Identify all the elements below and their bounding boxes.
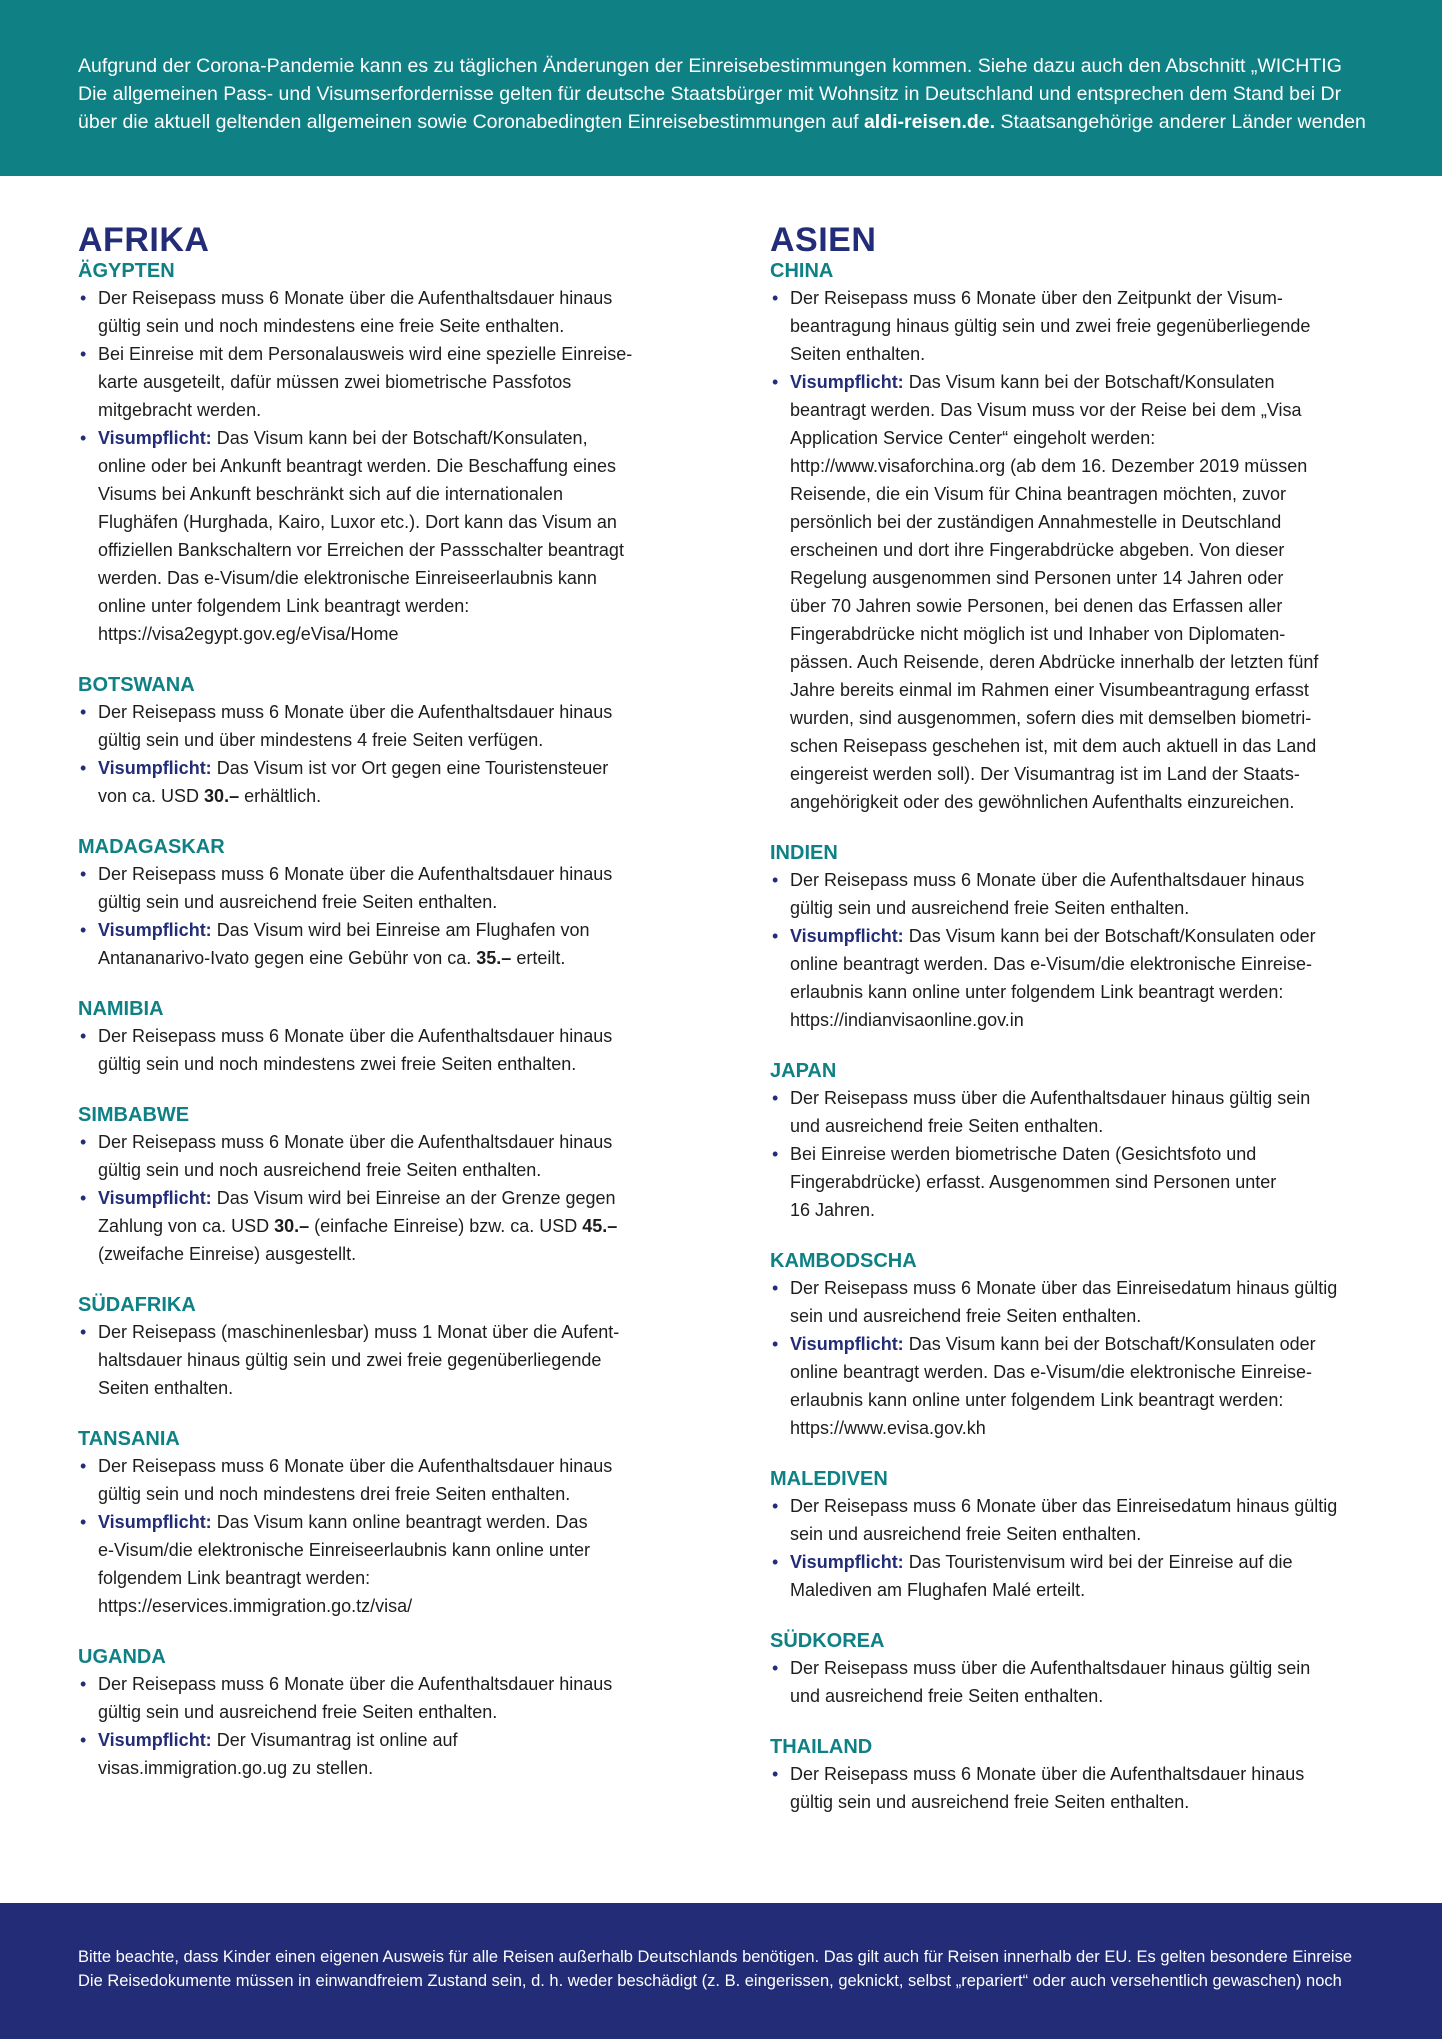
list-item <box>78 754 678 810</box>
bullet-line: schen Reisepass geschehen ist, mit dem auch aktuell in das Land <box>790 736 1317 756</box>
visa-requirement-label: Visumpflicht: <box>790 1552 904 1572</box>
visa-requirement-label: Visumpflicht: <box>790 372 904 392</box>
bullet-line: mitgebracht werden. <box>98 400 262 420</box>
fee-amount: 35.– <box>476 948 512 968</box>
bullet-line <box>98 1212 678 1240</box>
bullet-line: haltsdauer hinaus gültig sein und zwei freie gegenüberliegende <box>98 1350 602 1370</box>
visa-requirement-label: Visumpflicht: <box>98 758 212 778</box>
country-heading-simbabwe: SIMBABWE <box>78 1104 190 1126</box>
bullet-list <box>770 1760 1380 1816</box>
bullet-line: 16 Jahren. <box>790 1200 876 1220</box>
notice-line-1: Aufgrund der Corona-Pandemie kann es zu täglichen Änderungen der Einreisebestimmungen kommen. Siehe dazu auch den Abschnitt „WICHTIG <box>78 55 1342 77</box>
bullet-text: Der Visumantrag ist online auf <box>211 1730 458 1750</box>
visa-requirement-label: Visumpflicht: <box>98 1188 212 1208</box>
list-item <box>78 1508 678 1620</box>
bullet-line: pässen. Auch Reisende, deren Abdrücke innerhalb der letzten fünf <box>790 652 1319 672</box>
visa-requirement-label: Visumpflicht: <box>98 1512 212 1532</box>
bullet-list <box>78 1022 678 1078</box>
bullet-line: • Der Reisepass muss 6 Monate über die Aufenthaltsdauer hinaus <box>98 702 613 722</box>
bullet-line: • Der Reisepass (maschinenlesbar) muss 1 Monat über die Aufent- <box>98 1322 620 1342</box>
bullet-line: Flughäfen (Hurghada, Kairo, Luxor etc.). Dort kann das Visum an <box>98 512 617 532</box>
bullet-text: Das Visum wird bei Einreise an der Grenze gegen <box>211 1188 616 1208</box>
bullet-line: persönlich bei der zuständigen Annahmestelle in Deutschland <box>790 512 1282 532</box>
bullet-line: online beantragt werden. Das e-Visum/die elektronische Einreise- <box>790 1362 1312 1382</box>
bullet-list <box>770 1274 1380 1442</box>
bullet-line: erlaubnis kann online unter folgendem Link beantragt werden: <box>790 982 1284 1002</box>
bullet-list <box>78 284 678 648</box>
url-link[interactable]: https://www.evisa.gov.kh <box>790 1418 986 1438</box>
bullet-text: Das Visum wird bei Einreise am Flughafen von <box>211 920 590 940</box>
country-heading-ägypten: ÄGYPTEN <box>78 260 175 282</box>
bullet-line: erscheinen und dort ihre Fingerabdrücke abgeben. Von dieser <box>790 540 1285 560</box>
bullet-line: Seiten enthalten. <box>98 1378 234 1398</box>
url-link[interactable]: https://eservices.immigration.go.tz/visa/ <box>98 1596 413 1616</box>
list-item <box>78 1452 678 1508</box>
bullet-line: offiziellen Bankschaltern vor Erreichen der Passschalter beantragt <box>98 540 624 560</box>
list-item <box>78 916 678 972</box>
bullet-line: • Der Reisepass muss 6 Monate über die Aufenthaltsdauer hinaus <box>98 1674 613 1694</box>
list-item <box>770 284 1380 368</box>
bullet-line: Visums bei Ankunft beschränkt sich auf die internationalen <box>98 484 563 504</box>
region-heading: AFRIKA <box>78 221 210 259</box>
list-item <box>770 866 1380 922</box>
bullet-line: Fingerabdrücke) erfasst. Ausgenommen sind Personen unter <box>790 1172 1277 1192</box>
country-heading-kambodscha: KAMBODSCHA <box>770 1250 917 1272</box>
bottom-note-line-2: Die Reisedokumente müssen in einwandfreiem Zustand sein, d. h. weder beschädigt (z. B. eingerissen, geknickt, selbst „repariert“ oder auch versehentlich gewaschen) noch <box>78 1972 1342 1990</box>
bullet-line <box>790 1330 1380 1358</box>
notice-line-3 <box>78 108 1366 136</box>
country-heading-indien: INDIEN <box>770 842 838 864</box>
bullet-text: (einfache Einreise) bzw. ca. USD <box>309 1216 583 1236</box>
country-heading-südafrika: SÜDAFRIKA <box>78 1294 196 1316</box>
list-item <box>770 922 1380 1034</box>
visa-requirement-label: Visumpflicht: <box>98 1730 212 1750</box>
bullet-text: Das Visum kann bei der Botschaft/Konsulaten, <box>211 428 588 448</box>
bullet-text: Das Visum kann bei der Botschaft/Konsulaten <box>903 372 1275 392</box>
bullet-line: beantragung hinaus gültig sein und zwei freie gegenüberliegende <box>790 316 1311 336</box>
bullet-text: Antananarivo-Ivato gegen eine Gebühr von ca. <box>98 948 477 968</box>
bullet-line: visas.immigration.go.ug zu stellen. <box>98 1758 374 1778</box>
bullet-line: Malediven am Flughafen Malé erteilt. <box>790 1580 1086 1600</box>
bullet-line: Regelung ausgenommen sind Personen unter 14 Jahren oder <box>790 568 1284 588</box>
bullet-line: online beantragt werden. Das e-Visum/die elektronische Einreise- <box>790 954 1312 974</box>
bullet-text: Das Touristenvisum wird bei der Einreise auf die <box>903 1552 1293 1572</box>
country-heading-südkorea: SÜDKOREA <box>770 1630 885 1652</box>
bullet-line: • Der Reisepass muss 6 Monate über die Aufenthaltsdauer hinaus <box>98 1132 613 1152</box>
bullet-line: • Der Reisepass muss 6 Monate über die Aufenthaltsdauer hinaus <box>98 1456 613 1476</box>
country-heading-namibia: NAMIBIA <box>78 998 164 1020</box>
bottom-note-line-1: Bitte beachte, dass Kinder einen eigenen Ausweis für alle Reisen außerhalb Deutschlands benötigen. Das gilt auch für Reisen innerhalb der EU. Es gelten besondere Einreise <box>78 1948 1353 1966</box>
notice-line-2: Die allgemeinen Pass- und Visumserfordernisse gelten für deutsche Staatsbürger mit Wohnsitz in Deutschland und entsprechen dem Stand bei Dr <box>78 83 1342 105</box>
bullet-line <box>98 424 678 452</box>
bullet-line: Reisende, die ein Visum für China beantragen möchten, zuvor <box>790 484 1286 504</box>
list-item <box>78 698 678 754</box>
list-item <box>770 1654 1380 1710</box>
url-link[interactable]: https://indianvisaonline.gov.in <box>790 1010 1024 1030</box>
country-heading-tansania: TANSANIA <box>78 1428 180 1450</box>
list-item <box>770 1760 1380 1816</box>
list-item <box>78 1318 678 1402</box>
bullet-line <box>98 782 678 810</box>
list-item <box>78 424 678 648</box>
visa-requirement-label: Visumpflicht: <box>790 1334 904 1354</box>
bullet-line <box>98 1726 678 1754</box>
list-item <box>78 340 678 424</box>
list-item <box>770 1330 1380 1442</box>
bullet-line: gültig sein und noch ausreichend freie Seiten enthalten. <box>98 1160 542 1180</box>
bullet-line: gültig sein und ausreichend freie Seiten enthalten. <box>98 892 498 912</box>
bullet-line: • Der Reisepass muss über die Aufenthaltsdauer hinaus gültig sein <box>790 1658 1311 1678</box>
bullet-line <box>790 922 1380 950</box>
bullet-line: gültig sein und noch mindestens zwei freie Seiten enthalten. <box>98 1054 577 1074</box>
bullet-line: (zweifache Einreise) ausgestellt. <box>98 1244 357 1264</box>
country-heading-japan: JAPAN <box>770 1060 837 1082</box>
list-item <box>78 1022 678 1078</box>
bullet-line: • Bei Einreise werden biometrische Daten (Gesichtsfoto und <box>790 1144 1257 1164</box>
country-heading-uganda: UGANDA <box>78 1646 166 1668</box>
bullet-line: • Der Reisepass muss 6 Monate über den Zeitpunkt der Visum- <box>790 288 1283 308</box>
bullet-line: eingereist werden soll). Der Visumantrag ist im Land der Staats- <box>790 764 1300 784</box>
url-link[interactable]: https://visa2egypt.gov.eg/eVisa/Home <box>98 624 399 644</box>
bullet-line <box>790 368 1380 396</box>
bullet-line: gültig sein und ausreichend freie Seiten enthalten. <box>790 898 1190 918</box>
bullet-line: karte ausgeteilt, dafür müssen zwei biometrische Passfotos <box>98 372 572 392</box>
list-item <box>770 1140 1380 1224</box>
bullet-list <box>78 1128 678 1268</box>
bullet-list <box>770 866 1380 1034</box>
list-item <box>770 368 1380 816</box>
bullet-line: gültig sein und noch mindestens drei freie Seiten enthalten. <box>98 1484 571 1504</box>
bullet-text: erteilt. <box>511 948 566 968</box>
bullet-line: und ausreichend freie Seiten enthalten. <box>790 1116 1104 1136</box>
bullet-text: Das Visum kann bei der Botschaft/Konsulaten oder <box>903 1334 1316 1354</box>
bullet-line: über 70 Jahren sowie Personen, bei denen das Erfassen aller <box>790 596 1283 616</box>
bullet-text: erhältlich. <box>239 786 322 806</box>
fee-amount: 30.– <box>274 1216 310 1236</box>
bullet-line: angehörigkeit oder des gewöhnlichen Aufenthalts einzureichen. <box>790 792 1295 812</box>
bullet-line: gültig sein und noch mindestens eine freie Seite enthalten. <box>98 316 565 336</box>
visa-requirement-label: Visumpflicht: <box>790 926 904 946</box>
country-heading-china: CHINA <box>770 260 834 282</box>
bullet-line: gültig sein und über mindestens 4 freie Seiten verfügen. <box>98 730 544 750</box>
bullet-line: und ausreichend freie Seiten enthalten. <box>790 1686 1104 1706</box>
bullet-line: erlaubnis kann online unter folgendem Link beantragt werden: <box>790 1390 1284 1410</box>
bullet-line <box>98 916 678 944</box>
bullet-line: • Der Reisepass muss 6 Monate über die Aufenthaltsdauer hinaus <box>790 1764 1305 1784</box>
bullet-text: Das Visum kann bei der Botschaft/Konsulaten oder <box>903 926 1316 946</box>
bullet-line: sein und ausreichend freie Seiten enthalten. <box>790 1524 1142 1544</box>
list-item <box>770 1548 1380 1604</box>
bullet-list <box>78 1452 678 1620</box>
region-heading: ASIEN <box>770 221 877 259</box>
bullet-line: • Der Reisepass muss 6 Monate über die Aufenthaltsdauer hinaus <box>98 864 613 884</box>
visa-requirement-label: Visumpflicht: <box>98 428 212 448</box>
bullet-line: Seiten enthalten. <box>790 344 926 364</box>
list-item <box>78 1670 678 1726</box>
country-heading-thailand: THAILAND <box>770 1736 873 1758</box>
bullet-list <box>770 1492 1380 1604</box>
bullet-line: werden. Das e-Visum/die elektronische Einreiseerlaubnis kann <box>98 568 597 588</box>
bullet-line: • Der Reisepass muss über die Aufenthaltsdauer hinaus gültig sein <box>790 1088 1311 1108</box>
country-heading-madagaskar: MADAGASKAR <box>78 836 225 858</box>
fee-amount: 30.– <box>204 786 240 806</box>
bullet-line: • Der Reisepass muss 6 Monate über die Aufenthaltsdauer hinaus <box>790 870 1305 890</box>
list-item <box>78 860 678 916</box>
notice-line-3-tail: Staatsangehörige anderer Länder wenden <box>995 111 1366 133</box>
aldi-reisen-link[interactable]: aldi-reisen.de. <box>863 111 996 133</box>
country-heading-malediven: MALEDIVEN <box>770 1468 888 1490</box>
bullet-line <box>790 1548 1380 1576</box>
bullet-line: e-Visum/die elektronische Einreiseerlaubnis kann online unter <box>98 1540 590 1560</box>
list-item <box>770 1492 1380 1548</box>
bullet-list <box>770 1654 1380 1710</box>
bullet-line: • Der Reisepass muss 6 Monate über die Aufenthaltsdauer hinaus <box>98 288 613 308</box>
list-item <box>78 1726 678 1782</box>
bullet-text: Das Visum ist vor Ort gegen eine Touristensteuer <box>211 758 609 778</box>
visa-requirement-label: Visumpflicht: <box>98 920 212 940</box>
url-link[interactable]: http://www.visaforchina.org (ab dem 16. Dezember 2019 müssen <box>790 456 1308 476</box>
fee-amount: 45.– <box>582 1216 618 1236</box>
bullet-line: Fingerabdrücke nicht möglich ist und Inhaber von Diplomaten- <box>790 624 1286 644</box>
asia-column <box>770 222 1380 1816</box>
bullet-line: Jahre bereits einmal im Rahmen einer Visumbeantragung erfasst <box>790 680 1309 700</box>
bullet-line <box>98 754 678 782</box>
bullet-line: online unter folgendem Link beantragt werden: <box>98 596 470 616</box>
bullet-line: sein und ausreichend freie Seiten enthalten. <box>790 1306 1142 1326</box>
bullet-text: von ca. USD <box>98 786 205 806</box>
list-item <box>78 1184 678 1268</box>
notice-line-3-text: über die aktuell geltenden allgemeinen sowie Coronabedingten Einreisebestimmungen auf <box>78 111 864 133</box>
bullet-text: Das Visum kann online beantragt werden. Das <box>211 1512 588 1532</box>
list-item <box>78 1128 678 1184</box>
bullet-list <box>78 1670 678 1782</box>
bullet-line: • Der Reisepass muss 6 Monate über das Einreisedatum hinaus gültig <box>790 1496 1338 1516</box>
bullet-line: • Bei Einreise mit dem Personalausweis wird eine spezielle Einreise- <box>98 344 633 364</box>
list-item <box>770 1274 1380 1330</box>
bullet-line: gültig sein und ausreichend freie Seiten enthalten. <box>790 1792 1190 1812</box>
bullet-line: gültig sein und ausreichend freie Seiten enthalten. <box>98 1702 498 1722</box>
bullet-text: Zahlung von ca. USD <box>98 1216 275 1236</box>
list-item <box>78 284 678 340</box>
bullet-line: • Der Reisepass muss 6 Monate über die Aufenthaltsdauer hinaus <box>98 1026 613 1046</box>
bullet-line <box>98 1184 678 1212</box>
children-documents-banner <box>0 1903 1442 2039</box>
bullet-list <box>78 1318 678 1402</box>
africa-column <box>78 222 678 1782</box>
corona-notice-banner <box>0 0 1442 176</box>
country-heading-botswana: BOTSWANA <box>78 674 195 696</box>
bullet-line: Application Service Center“ eingeholt werden: <box>790 428 1156 448</box>
bullet-line: • Der Reisepass muss 6 Monate über das Einreisedatum hinaus gültig <box>790 1278 1338 1298</box>
bullet-list <box>770 284 1380 816</box>
bullet-line: folgendem Link beantragt werden: <box>98 1568 371 1588</box>
bullet-line: wurden, sind ausgenommen, sofern dies mit demselben biometri- <box>790 708 1312 728</box>
bullet-line <box>98 944 678 972</box>
bullet-list <box>770 1084 1380 1224</box>
bullet-list <box>78 860 678 972</box>
bullet-list <box>78 698 678 810</box>
bullet-line: beantragt werden. Das Visum muss vor der Reise bei dem „Visa <box>790 400 1302 420</box>
bullet-line <box>98 1508 678 1536</box>
bullet-line: online oder bei Ankunft beantragt werden. Die Beschaffung eines <box>98 456 617 476</box>
list-item <box>770 1084 1380 1140</box>
